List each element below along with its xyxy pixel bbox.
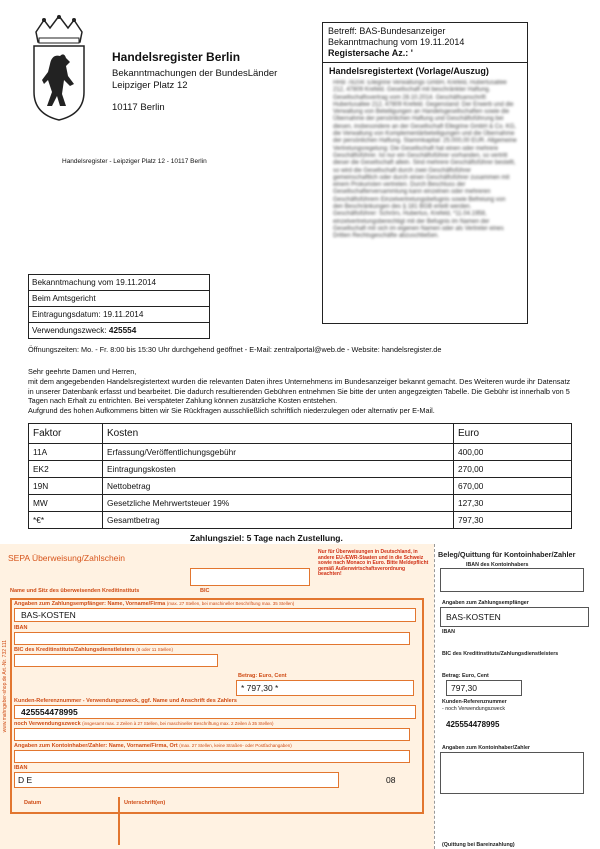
- receipt-ref-label: Kunden-Referenznummer: [442, 699, 507, 705]
- purpose-value: 425554: [108, 326, 137, 335]
- cell-kosten: Nettobetrag: [103, 478, 454, 495]
- org-street: Leipziger Platz 12: [112, 80, 188, 91]
- cost-table-header: [29, 424, 572, 444]
- cell-euro: 270,00: [454, 461, 572, 478]
- bank-label: Name und Sitz des überweisenden Kreditinstituts: [10, 588, 140, 594]
- berlin-coat-of-arms-icon: [30, 14, 88, 122]
- header-faktor: Faktor: [29, 424, 103, 444]
- reference-label: Kunden-Referenznummer - Verwendungszweck, ggf. Name und Anschrift des Zahlers: [14, 698, 237, 704]
- receipt-recipient-label: Angaben zum Zahlungsempfänger: [442, 600, 529, 606]
- receipt-iban-owner-field[interactable]: [440, 568, 584, 592]
- payer-iban-label: IBAN: [14, 765, 28, 771]
- bic-label: BIC: [200, 588, 210, 594]
- cell-kosten: Gesamtbetrag: [103, 512, 454, 529]
- purpose-label: Verwendungszweck:: [32, 326, 109, 335]
- reference-date: Bekanntmachung vom 19.11.2014: [328, 37, 465, 47]
- cell-euro: 797,30: [454, 512, 572, 529]
- amount-input[interactable]: * 797,30 *: [236, 680, 414, 696]
- iban-label: IBAN: [14, 625, 28, 631]
- cost-table: [28, 423, 572, 529]
- receipt-amount-field[interactable]: 797,30: [446, 680, 522, 696]
- cell-faktor: EK2: [29, 461, 103, 478]
- table-row: [29, 495, 572, 512]
- recipient-label: [14, 601, 294, 607]
- letter-body: [28, 367, 573, 415]
- cell-kosten: Gesetzliche Mehrwertsteuer 19%: [103, 495, 454, 512]
- reference2-text: noch Verwendungszweck: [14, 721, 81, 727]
- cell-kosten: Erfassung/Veröffentlichungsgebühr: [103, 444, 454, 461]
- receipt-ref-value: 425554478995: [446, 720, 500, 729]
- side-code: www.mahngeber-shop.de Art.-Nr. 732 111: [2, 640, 8, 733]
- receipt-recipient-field[interactable]: BAS-KOSTEN: [440, 607, 589, 627]
- notice-court: Beim Amtsgericht: [29, 291, 209, 307]
- recipient-input[interactable]: BAS-KOSTEN: [14, 608, 416, 622]
- recipient-label-text: Angaben zum Zahlungsempfänger: Name, Vorname/Firma: [14, 601, 166, 607]
- cell-euro: 400,00: [454, 444, 572, 461]
- sepa-title: SEPA Überweisung/Zahlschein: [8, 553, 126, 563]
- reference-box: [322, 22, 528, 324]
- slip-code: 08: [386, 775, 396, 785]
- receipt-footer: (Quittung bei Bareinzahlung): [442, 842, 515, 848]
- iban-input[interactable]: [14, 632, 410, 645]
- bic-recipient-label: [14, 647, 173, 653]
- law-note: Nur für Überweisungen in Deutschland, in andere EU-/EWR-Staaten und in die Schweiz sowie nach Monaco in Euro. Bitte Meldepflicht gemäß Außenwirtschaftsverordnung beachten!: [318, 549, 429, 578]
- receipt-iban-label: IBAN: [442, 629, 455, 635]
- table-row: [29, 478, 572, 495]
- sender-line: Handelsregister - Leipziger Platz 12 - 10117 Berlin: [62, 158, 207, 165]
- receipt-ref-sub: - noch Verwendungszweck: [442, 706, 506, 712]
- cell-faktor: 19N: [29, 478, 103, 495]
- cell-euro: 127,30: [454, 495, 572, 512]
- notice-box: [28, 274, 210, 339]
- reference-header: [323, 23, 527, 63]
- bic-hint: (8 oder 11 Stellen): [136, 647, 173, 652]
- cell-faktor: *€*: [29, 512, 103, 529]
- header-kosten: Kosten: [103, 424, 454, 444]
- letter-text: mit dem angegebenden Handelsregistertext wurden die relevanten Daten ihres Unternehmens im Bundesanzeiger bekannt gemacht. Des Weiteren wurde ihr Datensatz in unserer Datenbank erfasst und bearbeitet. Die dadurch resultierenden Gebühren entnehmen Sie bitte der unten angegzeigten Tabelle. Die Gebühr ist innerhalb von 5 Tagen nach Erhalt zu entrichten. Bei verspäteter Zahlung können zusätzliche Kosten entstehen.: [28, 377, 571, 406]
- reference2-input[interactable]: [14, 728, 410, 741]
- amount-label: Betrag: Euro, Cent: [238, 673, 287, 679]
- payer-input[interactable]: [14, 750, 410, 763]
- receipt-bic-label: BIC des Kreditinstituts/Zahlungsdienstleisters: [442, 651, 559, 657]
- payer-label-text: Angaben zum Kontoinhaber/Zahler: Name, Vorname/Firma, Ort: [14, 743, 178, 749]
- cell-kosten: Eintragungskosten: [103, 461, 454, 478]
- receipt-payer-field[interactable]: [440, 752, 584, 794]
- payer-label: [14, 743, 292, 749]
- cell-euro: 670,00: [454, 478, 572, 495]
- cell-faktor: MW: [29, 495, 103, 512]
- extract-title: Handelsregistertext (Vorlage/Auszug): [329, 66, 489, 76]
- payer-hint: (max. 27 Stellen, keine Straßen- oder Postfachangaben): [179, 743, 292, 748]
- org-city: 10117 Berlin: [112, 102, 165, 113]
- notice-entry-date: Eintragungsdatum: 19.11.2014: [29, 307, 209, 323]
- opening-hours: Öffnungszeiten: Mo. - Fr. 8:00 bis 15:30 Uhr durchgehend geöffnet - E-Mail: zentralportal@web.de - Website: handelsregister.de: [28, 345, 442, 354]
- bic-input[interactable]: [190, 568, 310, 586]
- org-title: Handelsregister Berlin: [112, 50, 241, 64]
- header-euro: Euro: [454, 424, 572, 444]
- salutation: Sehr geehrte Damen und Herren,: [28, 367, 137, 376]
- receipt-amount-label: Betrag: Euro, Cent: [442, 673, 489, 679]
- table-row: [29, 444, 572, 461]
- table-row: [29, 512, 572, 529]
- receipt-payer-label: Angaben zum Kontoinhaber/Zahler: [442, 745, 530, 751]
- receipt-title: Beleg/Quittung für Kontoinhaber/Zahler: [438, 550, 576, 559]
- notice-purpose: [29, 323, 209, 338]
- recipient-hint: (max. 27 Stellen, bei maschineller Beschriftung max. 35 Stellen): [166, 601, 295, 606]
- payment-term: Zahlungsziel: 5 Tage nach Zustellung.: [190, 533, 343, 543]
- reference2-label: [14, 721, 274, 727]
- receipt-iban-owner-label: IBAN des Kontoinhabers: [466, 562, 529, 568]
- bic-recipient-text: BIC des Kreditinstituts/Zahlungsdienstleisters: [14, 647, 135, 653]
- letter-closing: Aufgrund des hohen Aufkommens bitten wir Sie Rückfragen ausschließlich schriftlich niederzulegen oder alternativ per E-Mail.: [28, 405, 435, 415]
- bic-recipient-input[interactable]: [14, 654, 218, 667]
- extract-text: HRB 78204: Ellegrine Verwaltungs GmbH, Krefeld, Hubertusallee 212, 47809 Krefeld. Gesellschaft mit beschränkter Haftung. Gesellschaftsvertrag vom 28.10.2014. Geschäftsanschrift: Hubertusallee 212, 47809 Krefeld. Gegenstand: Der Erwerb und die Verwaltung von Beteiligungen an Handelsgesellschaften sowie die Übernahme der persönlichen Haftung und Geschäftsführung bei diesen, insbesondere an der Gesellschaft Ellegrine GmbH & Co. KG, die Verwaltung von Komplementärbeteiligungen und die Übernahme der persönlichen Haftung. Stammkapital: 25.000,00 EUR. Allgemeine Vertretungsregelung: Die Gesellschaft hat einen oder mehrere Geschäftsführer. Ist nur ein Geschäftsführer vorhanden, so vertritt dieser die Gesellschaft allein. Sind mehrere Geschäftsführer bestellt, so wird die Gesellschaft durch zwei Geschäftsführer gemeinschaftlich oder durch einen Geschäftsführer zusammen mit einem Prokuristen vertreten. Durch Beschluss der Gesellschafterversammlung kann einzelnen oder mehreren Geschäftsführern Einzelvertretungsbefugnis sowie Befreiung von den Beschränkungen des § 181 BGB erteilt werden. Geschäftsführer: Schrörs, Hubertus, Krefeld, *11.04.1958, einzelvertretungsberechtigt mit der Befugnis im Namen der Gesellschaft mit sich im eigenen Namen oder als Vertreter eines Dritten Rechtsgeschäfte abzuschließen.: [333, 80, 517, 240]
- reference2-hint: (insgesamt max. 2 Zeilen à 27 Stellen, bei maschineller Beschriftung max. 2 Zeilen à 35 Stellen): [82, 721, 274, 726]
- org-address: [112, 68, 277, 114]
- signature-field[interactable]: [118, 797, 380, 845]
- register-az: Registersache Az.: ': [328, 48, 413, 58]
- notice-date: Bekanntmachung vom 19.11.2014: [29, 275, 209, 291]
- betreff: Betreff: BAS-Bundesanzeiger: [328, 26, 446, 36]
- cell-faktor: 11A: [29, 444, 103, 461]
- org-subtitle: Bekanntmachungen der BundesLänder: [112, 68, 278, 79]
- payer-iban-input[interactable]: D E: [14, 772, 339, 788]
- date-label: Datum: [24, 800, 42, 806]
- signature-label: Unterschrift(en): [124, 800, 166, 806]
- reference-input[interactable]: 425554478995: [14, 705, 416, 719]
- table-row: [29, 461, 572, 478]
